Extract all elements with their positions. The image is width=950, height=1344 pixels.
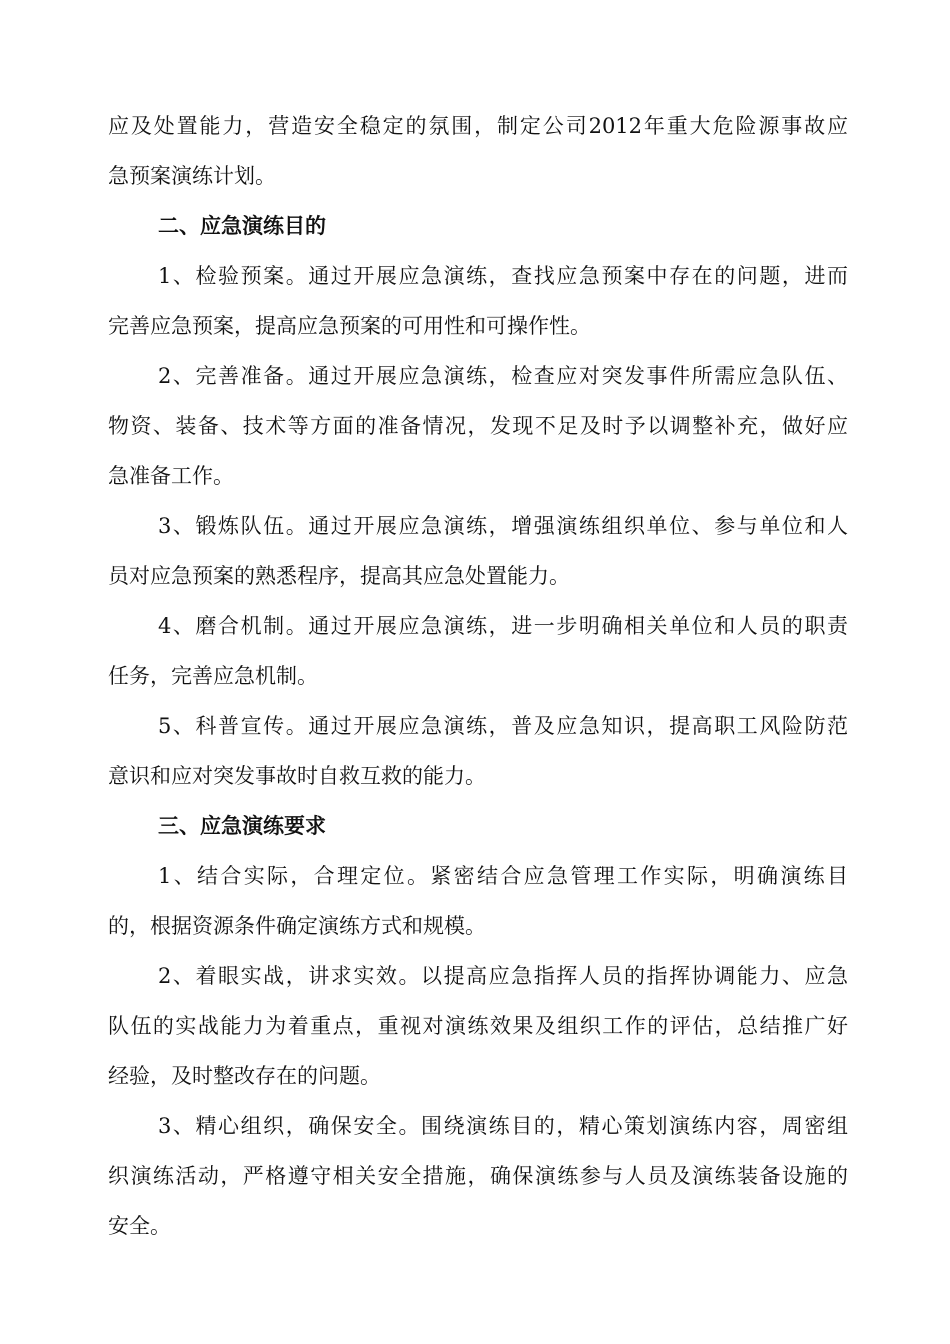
paragraph-line: 3、精心组织，确保安全。围绕演练目的，精心策划演练内容，周密组: [158, 1114, 848, 1138]
paragraph-line: 5、科普宣传。通过开展应急演练，普及应急知识，提高职工风险防范: [158, 714, 848, 738]
paragraph-line: 1、结合实际，合理定位。紧密结合应急管理工作实际，明确演练目: [158, 864, 848, 888]
paragraph-line: 物资、装备、技术等方面的准备情况，发现不足及时予以调整补充，做好应: [108, 414, 848, 438]
paragraph-line: 1、检验预案。通过开展应急演练，查找应急预案中存在的问题，进而: [158, 264, 848, 288]
paragraph-line: 经验，及时整改存在的问题。: [108, 1064, 381, 1088]
paragraph-line: 完善应急预案，提高应急预案的可用性和可操作性。: [108, 314, 591, 338]
paragraph-line: 2、着眼实战，讲求实效。以提高应急指挥人员的指挥协调能力、应急: [158, 964, 848, 988]
paragraph-line: 应及处置能力，营造安全稳定的氛围，制定公司2012年重大危险源事故应: [108, 114, 848, 138]
paragraph-line: 4、磨合机制。通过开展应急演练，进一步明确相关单位和人员的职责: [158, 614, 848, 638]
section-heading: 三、应急演练要求: [158, 813, 326, 838]
paragraph-line: 2、完善准备。通过开展应急演练，检查应对突发事件所需应急队伍、: [158, 364, 848, 388]
paragraph-line: 意识和应对突发事故时自救互救的能力。: [108, 764, 486, 788]
paragraph-line: 队伍的实战能力为着重点，重视对演练效果及组织工作的评估，总结推广好: [108, 1014, 848, 1038]
paragraph-line: 织演练活动，严格遵守相关安全措施，确保演练参与人员及演练装备设施的: [108, 1164, 848, 1188]
paragraph-line: 的，根据资源条件确定演练方式和规模。: [108, 914, 486, 938]
paragraph-line: 任务，完善应急机制。: [108, 664, 318, 688]
paragraph-line: 安全。: [108, 1214, 171, 1238]
paragraph-line: 员对应急预案的熟悉程序，提高其应急处置能力。: [108, 564, 570, 588]
paragraph-line: 急预案演练计划。: [108, 164, 276, 188]
section-heading: 二、应急演练目的: [158, 213, 326, 238]
paragraph-line: 3、锻炼队伍。通过开展应急演练，增强演练组织单位、参与单位和人: [158, 514, 848, 538]
paragraph-line: 急准备工作。: [108, 464, 234, 488]
